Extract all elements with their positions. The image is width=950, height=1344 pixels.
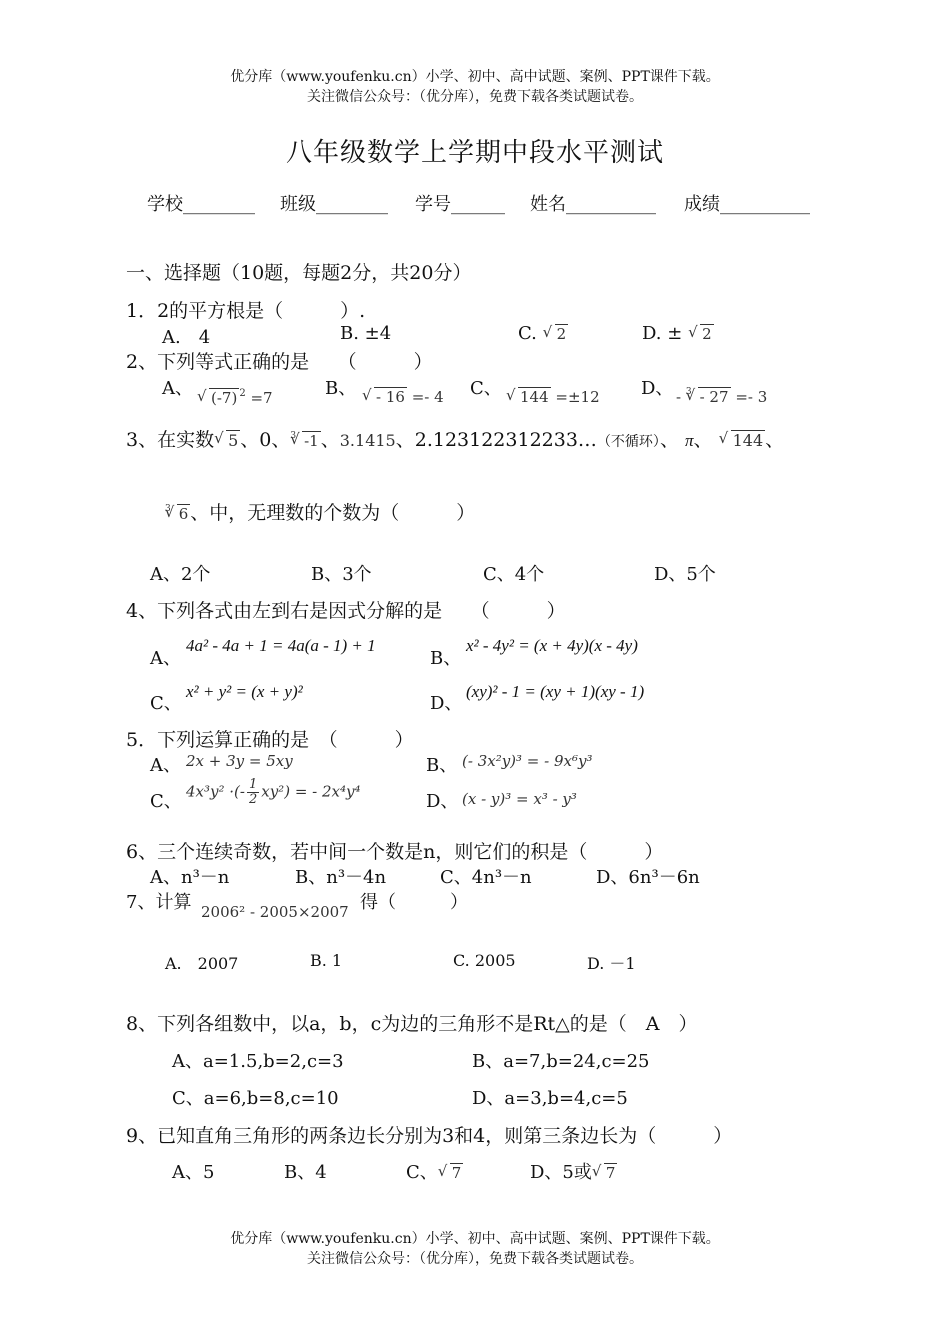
q8-option-a: A、a=1.5,b=2,c=3 [172, 1051, 344, 1072]
q4-option-a-label: A、 [150, 648, 181, 669]
q8-option-b: B、a=7,b=24,c=25 [472, 1051, 650, 1072]
q5-stem: 5．下列运算正确的是 （ ） [126, 729, 414, 751]
footer-line-1: 优分库（www.youfenku.cn）小学、初中、高中试题、案例、PPT课件下载。 [230, 1231, 720, 1247]
footer-line-2: 关注微信公众号：（优分库），免费下载各类试题试卷。 [307, 1251, 643, 1267]
q5-option-c-label: C、 [150, 791, 182, 812]
q4-option-d: (xy)² - 1 = (xy + 1)(xy - 1) [466, 682, 645, 701]
name-field: 姓名__________ [530, 194, 656, 215]
q7-option-d: D. －1 [587, 954, 636, 973]
q6-option-a: A、n³－n [150, 867, 230, 888]
q4-option-b: x² - 4y² = (x + 4y)(x - 4y) [466, 636, 638, 655]
class-field: 班级________ [280, 194, 388, 215]
q7-stem-tail: 得（ ） [360, 892, 468, 913]
q2-option-c-label: C、 [470, 378, 502, 399]
q3-option-a: A、2个 [150, 564, 211, 585]
section-heading: 一、选择题（10题，每题2分，共20分） [126, 262, 472, 284]
q5-option-d: (x - y)³ = x³ - y³ [462, 790, 577, 808]
q5-option-d-label: D、 [426, 791, 459, 812]
q4-option-d-label: D、 [430, 693, 463, 714]
q8-stem: 8、下列各组数中，以a，b，c为边的三角形不是Rt△的是（ A ） [126, 1013, 698, 1035]
page-title: 八年级数学上学期中段水平测试 [285, 138, 664, 168]
q5-option-a: 2x + 3y = 5xy [186, 752, 293, 770]
q2-option-b: √ - 16 =- 4 [362, 388, 444, 406]
q7-option-a: A. 2007 [165, 954, 239, 973]
header-line-2: 关注微信公众号：（优分库），免费下载各类试题试卷。 [307, 89, 643, 105]
q7-expression: 2006² - 2005×2007 [201, 903, 349, 921]
q6-option-b: B、n³－4n [295, 867, 387, 888]
q9-option-b: B、4 [284, 1162, 327, 1183]
q3-option-b: B、3个 [311, 564, 372, 585]
q4-stem: 4、下列各式由左到右是因式分解的是 （ ） [126, 600, 566, 622]
q2-option-d: - $^3$√ - 27 =- 3 [676, 388, 767, 406]
q5-option-c: 4x³y² ·(- $\frac{1}{2}$ xy²) = - 2x⁴y⁴ [186, 777, 361, 807]
q7-option-c: C. 2005 [453, 951, 516, 970]
q3-stem-cont: $^3$√ 6 、中，无理数的个数为（ ） [165, 498, 475, 525]
q2-option-a: √ (-7) $^2$ =7 [197, 388, 273, 407]
q6-option-c: C、4n³－n [440, 867, 532, 888]
q9-option-a: A、5 [172, 1162, 215, 1183]
q7-stem: 7、计算 [126, 892, 192, 913]
q9-stem: 9、已知直角三角形的两条边长分别为3和4，则第三条边长为（ ） [126, 1125, 733, 1147]
score-field: 成绩__________ [684, 194, 810, 215]
q1-option-d: D. ± √ 2 [642, 323, 714, 344]
q1-stem: 1．2的平方根是（ ）. [126, 300, 366, 322]
q2-stem: 2、下列等式正确的是 （ ） [126, 351, 433, 373]
q3-option-c: C、4个 [483, 564, 545, 585]
number-field: 学号______ [415, 194, 505, 215]
q1-option-b: B. ±4 [340, 323, 392, 344]
q1-option-c: C. √ 2 [518, 323, 568, 344]
q4-option-c-label: C、 [150, 693, 182, 714]
q8-option-c: C、a=6,b=8,c=10 [172, 1088, 339, 1109]
q2-option-b-label: B、 [325, 378, 357, 399]
q9-option-d: D、5或√ 7 [530, 1158, 617, 1184]
q8-option-d: D、a=3,b=4,c=5 [472, 1088, 628, 1109]
q2-option-d-label: D、 [641, 378, 674, 399]
q1-option-a: A. 4 [162, 327, 211, 348]
q2-option-c: √ 144 =±12 [506, 388, 600, 406]
header-line-1: 优分库（www.youfenku.cn）小学、初中、高中试题、案例、PPT课件下载。 [230, 69, 720, 85]
q6-option-d: D、6n³－6n [596, 867, 700, 888]
q9-option-c: C、√ 7 [406, 1158, 463, 1184]
q4-option-a: 4a² - 4a + 1 = 4a(a - 1) + 1 [186, 636, 376, 655]
q3-option-d: D、5个 [654, 564, 716, 585]
school-field: 学校________ [147, 194, 255, 215]
q6-stem: 6、三个连续奇数，若中间一个数是n，则它们的积是（ ） [126, 841, 664, 863]
q4-option-b-label: B、 [430, 648, 462, 669]
q2-option-a-label: A、 [162, 378, 193, 399]
q5-option-b: (- 3x²y)³ = - 9x⁶y³ [462, 752, 593, 770]
q3-stem: 3、在实数√ 5 、0、$^3$√ -1 、3.1415、2.123122312233…（不循环）、 π、 √ 144 、 [126, 425, 784, 452]
q5-option-b-label: B、 [426, 755, 458, 776]
q4-option-c: x² + y² = (x + y)² [186, 682, 303, 701]
q7-option-b: B. 1 [310, 951, 343, 970]
q5-option-a-label: A、 [150, 755, 181, 776]
